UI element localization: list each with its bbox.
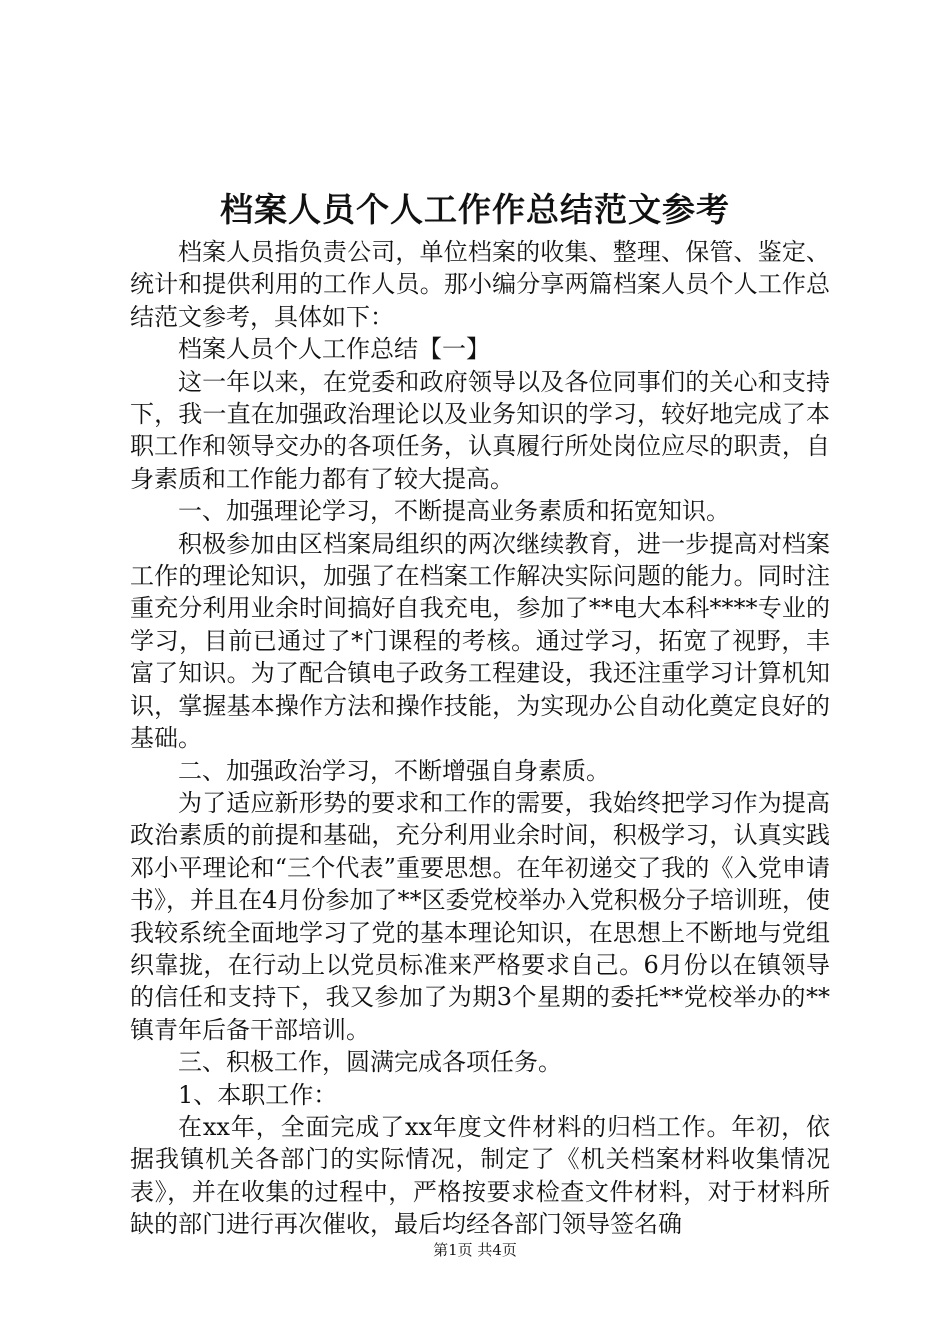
document-body — [130, 236, 830, 1241]
section-heading: 一、加强理论学习，不断提高业务素质和拓宽知识。 — [178, 497, 730, 526]
paragraph: 为了适应新形势的要求和工作的需要，我始终把学习作为提高政治素质的前提和基础，充分利用业余时间，积极学习，认真实践邓小平理论和“三个代表”重要思想。在年初递交了我的《入党申请书》，并且在4月份参加了**区委党校举办入党积极分子培训班，使我较系统全面地学习了党的基本理论知识，在思想上不断地与党组织靠拢，在行动上以党员标准来严格要求自己。6月份以在镇领导的信任和支持下，我又参加了为期3个星期的委托**党校举办的**镇青年后备干部培训。 — [130, 788, 830, 1044]
section-heading: 二、加强政治学习，不断增强自身素质。 — [178, 756, 610, 785]
page-number: 第1页 共4页 — [433, 1241, 517, 1259]
section-heading: 档案人员个人工作总结【一】 — [178, 335, 490, 364]
paragraph: 在xx年，全面完成了xx年度文件材料的归档工作。年初，依据我镇机关各部门的实际情况，制定了《机关档案材料收集情况表》，并在收集的过程中，严格按要求检查文件材料，对于材料所缺的部门进行再次催收，最后均经各部门领导签名确 — [130, 1112, 830, 1239]
document-title: 档案人员个人工作作总结范文参考 — [220, 190, 730, 229]
subsection-heading: 1、本职工作： — [178, 1080, 338, 1109]
paragraph: 积极参加由区档案局组织的两次继续教育，进一步提高对档案工作的理论知识，加强了在档案工作解决实际问题的能力。同时注重充分利用业余时间搞好自我充电，参加了**电大本科****专业的学习，目前已通过了*门课程的考核。通过学习，拓宽了视野，丰富了知识。为了配合镇电子政务工程建设，我还注重学习计算机知识，掌握基本操作方法和操作技能，为实现办公自动化奠定良好的基础。 — [130, 529, 830, 753]
paragraph: 这一年以来，在党委和政府领导以及各位同事们的关心和支持下，我一直在加强政治理论以及业务知识的学习，较好地完成了本职工作和领导交办的各项任务，认真履行所处岗位应尽的职责，自身素质和工作能力都有了较大提高。 — [130, 367, 830, 493]
paragraph-intro: 档案人员指负责公司，单位档案的收集、整理、保管、鉴定、统计和提供利用的工作人员。那小编分享两篇档案人员个人工作总结范文参考，具体如下： — [130, 238, 830, 331]
section-heading: 三、积极工作，圆满完成各项任务。 — [178, 1048, 562, 1077]
